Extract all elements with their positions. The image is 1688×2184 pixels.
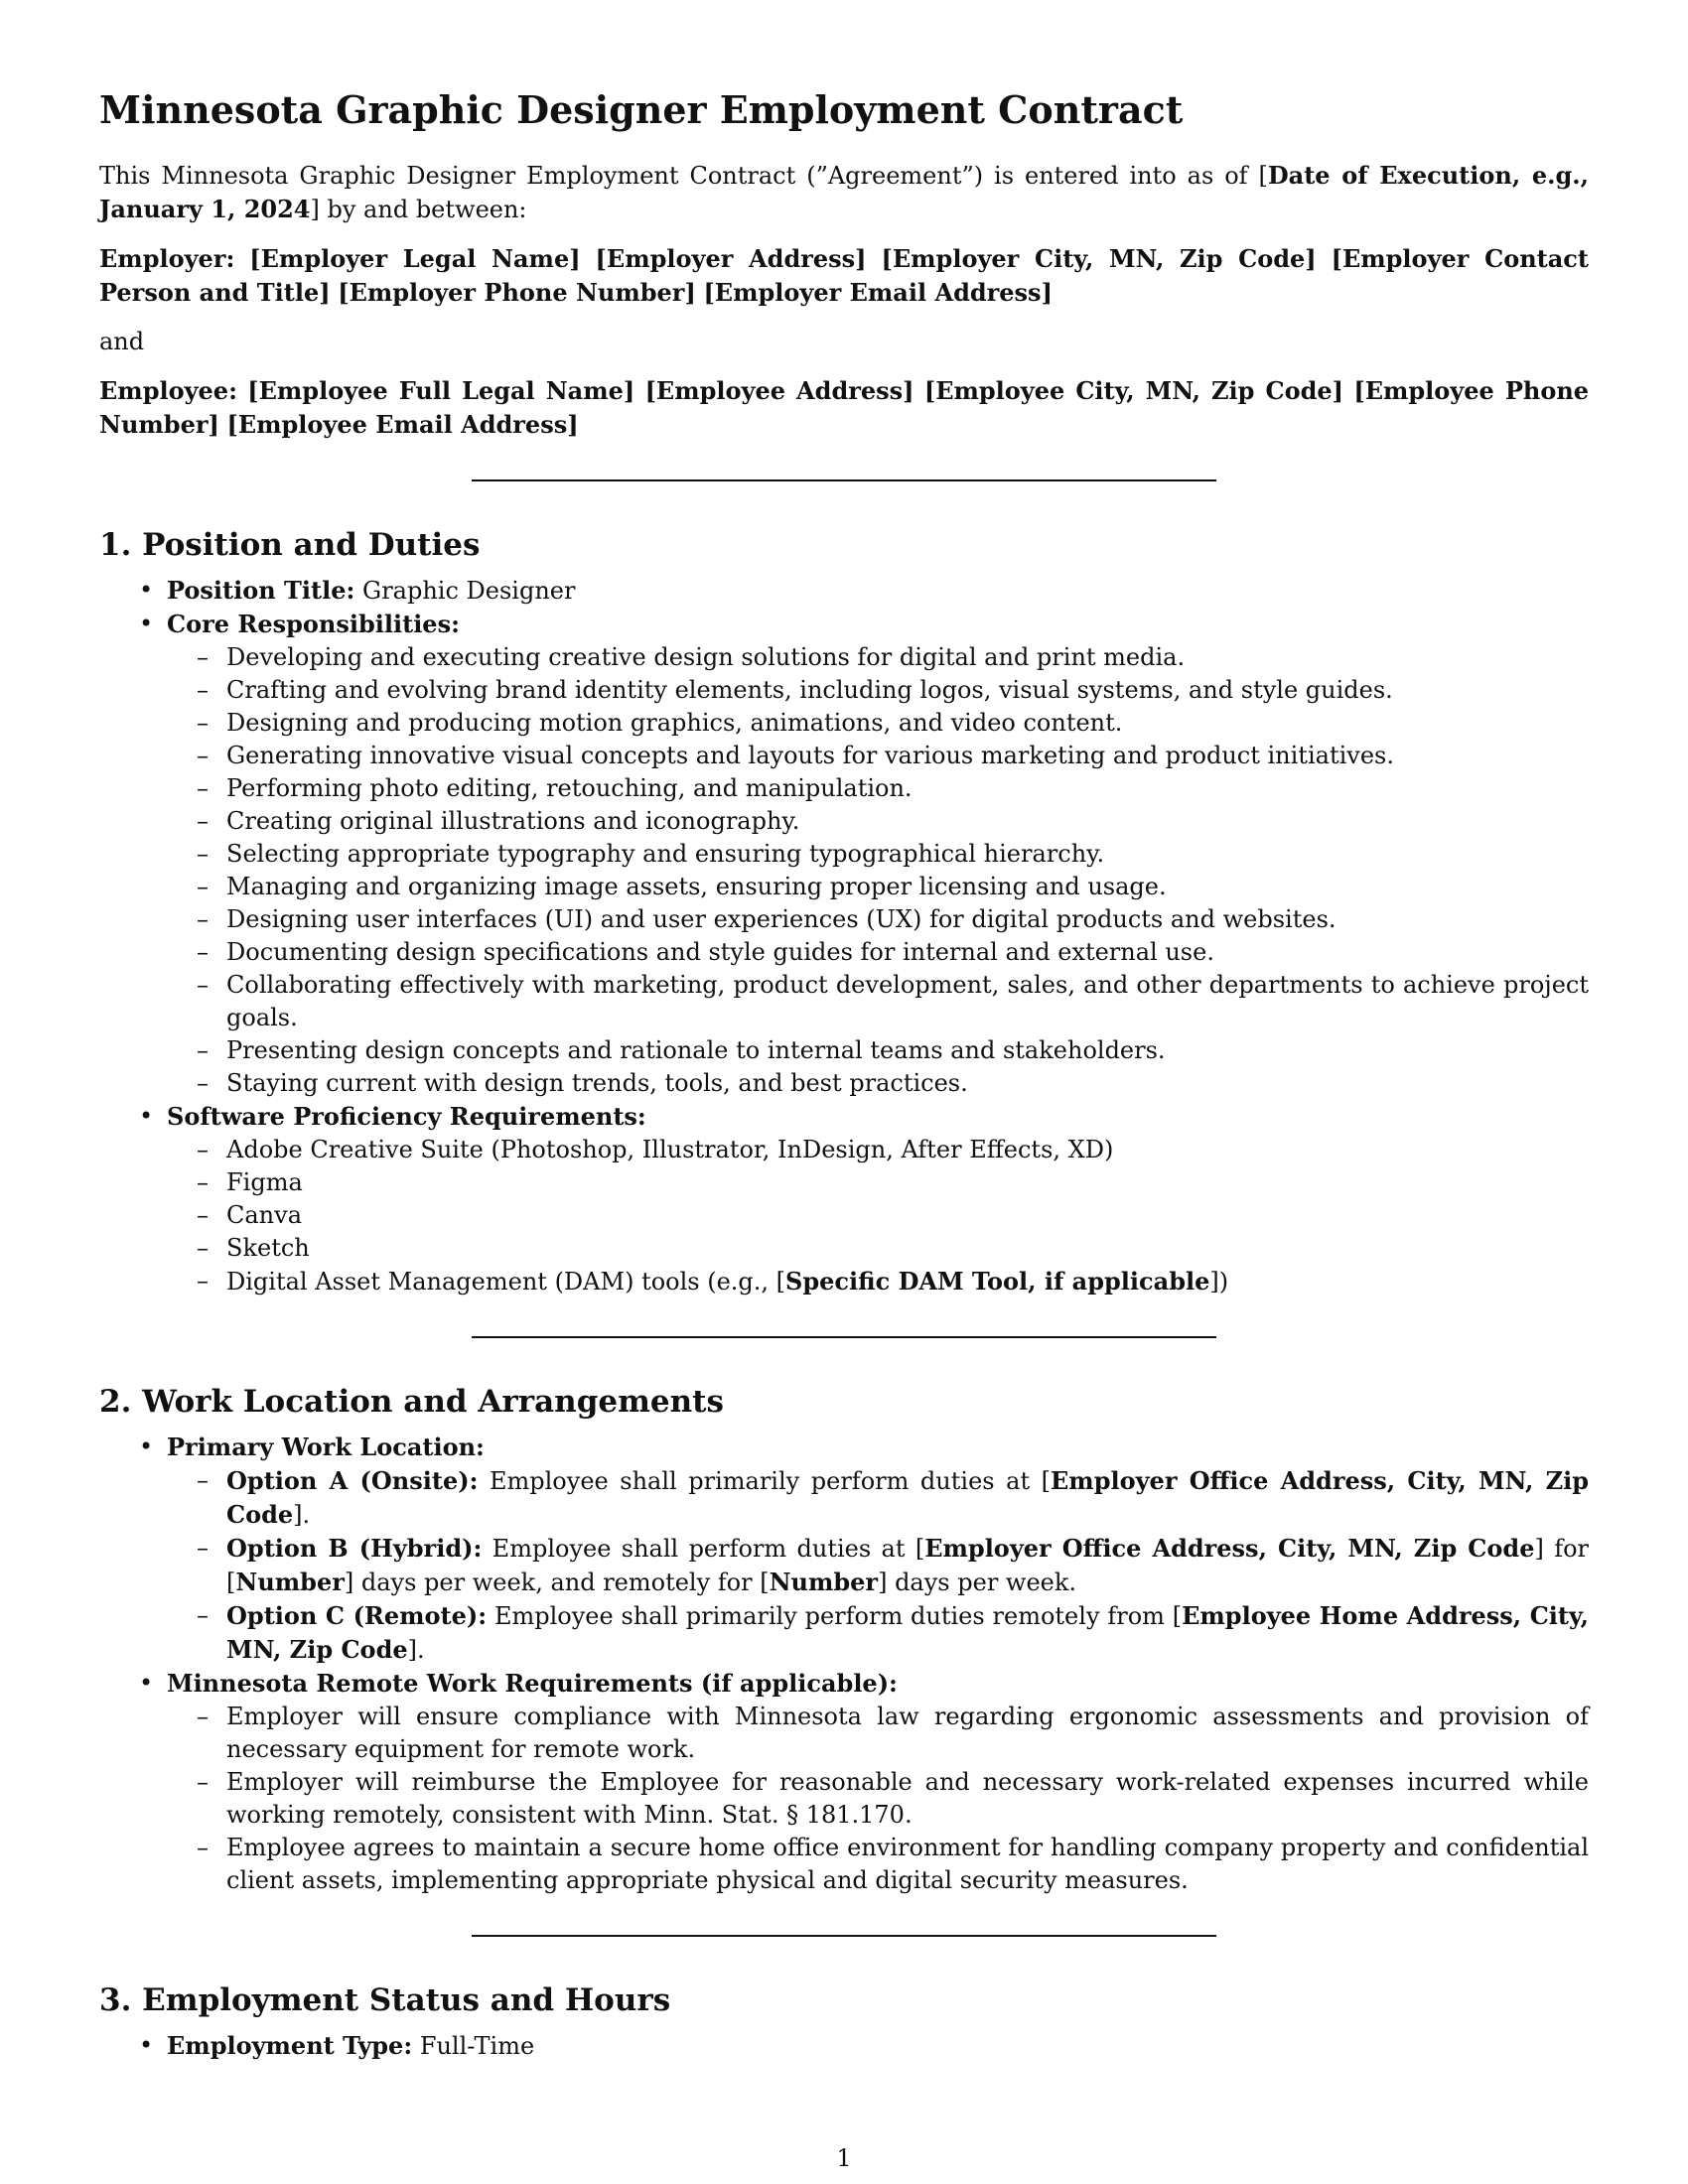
- list-item: – Option A (Onsite): Employee shall primarily perform duties at [Employer Office Address, City, MN, Zip Code].: [226, 1464, 1589, 1532]
- software-list: [167, 1134, 1589, 1298]
- employee-address: [Employee Address]: [644, 375, 914, 405]
- list-item: – Designing user interfaces (UI) and user experiences (UX) for digital products and websites.: [226, 903, 1589, 936]
- list-item: – Canva: [226, 1199, 1589, 1232]
- employer-contact: [Employer Contact Person and Title]: [99, 243, 1590, 307]
- position-duties-list: [99, 574, 1589, 1298]
- document-page: [99, 87, 1589, 2063]
- employee-label: Employee:: [99, 375, 237, 405]
- section-heading-employment-status: 3. Employment Status and Hours: [99, 1981, 671, 2018]
- page-number: 1: [836, 2144, 852, 2172]
- list-item: • Position Title: Graphic Designer: [167, 574, 1589, 608]
- employer-label: Employer:: [99, 243, 235, 273]
- list-item: • Employment Type: Full-Time: [167, 2029, 1589, 2063]
- list-item: • Minnesota Remote Work Requirements (if applicable): – Employer will ensure compliance with Minnesota law regarding ergonomic assessments and provision of necessary equipment for remote work. – Employer will reimburse the Employee for reasonable and necessary work-related expenses incurred while working remotely, consistent with Minn. Stat. § 181.170. – Employee agrees to maintain a secure home office environment for handling company property and confidential client assets, implementing appropriate physical and digital security measures.: [167, 1667, 1589, 1897]
- list-item: – Developing and executing creative design solutions for digital and print media.: [226, 641, 1589, 674]
- list-item: – Sketch: [226, 1232, 1589, 1265]
- employer-address: [Employer Address]: [595, 243, 867, 273]
- intro-paragraph: This Minnesota Graphic Designer Employment Contract (”Agreement”) is entered into as of [Date of Execution, e.g., January 1, 2024] by and between:: [99, 160, 1589, 223]
- employer-block: [99, 242, 1589, 310]
- section-heading-position-duties: 1. Position and Duties: [99, 526, 481, 563]
- list-item: – Performing photo editing, retouching, and manipulation.: [226, 772, 1589, 805]
- list-item: – Presenting design concepts and rationale to internal teams and stakeholders.: [226, 1034, 1589, 1067]
- list-item: – Employer will ensure compliance with Minnesota law regarding ergonomic assessments and provision of necessary equipment for remote work.: [226, 1701, 1589, 1766]
- list-item: • Software Proficiency Requirements: – Adobe Creative Suite (Photoshop, Illustrator, InDesign, After Effects, XD) – Figma – Canva – Sketch – Digital Asset Management (DAM) tools (e.g., [Specific DAM Tool, if applicable]): [167, 1100, 1589, 1298]
- core-responsibilities-list: [167, 641, 1589, 1100]
- document-title: Minnesota Graphic Designer Employment Contract: [99, 87, 1184, 132]
- remote-requirements-list: [167, 1701, 1589, 1897]
- list-item: – Selecting appropriate typography and ensuring typographical hierarchy.: [226, 838, 1589, 871]
- list-item: – Creating original illustrations and iconography.: [226, 805, 1589, 838]
- location-options-list: [167, 1464, 1589, 1667]
- list-item: – Collaborating effectively with marketing, product development, sales, and other departments to achieve project goals.: [226, 969, 1589, 1034]
- list-item: – Designing and producing motion graphics, animations, and video content.: [226, 707, 1589, 740]
- section-divider: [472, 1336, 1216, 1338]
- employer-legal-name: [Employer Legal Name]: [249, 243, 581, 273]
- employee-block: [99, 374, 1589, 442]
- employment-status-list: [99, 2029, 1589, 2063]
- work-location-list: [99, 1431, 1589, 1897]
- list-item: – Staying current with design trends, tools, and best practices.: [226, 1067, 1589, 1100]
- employer-email: [Employer Email Address]: [703, 277, 1053, 307]
- section-heading-work-location: 2. Work Location and Arrangements: [99, 1383, 724, 1420]
- list-item: • Core Responsibilities: – Developing and executing creative design solutions for digital and print media. – Crafting and evolving brand identity elements, including logos, visual systems, and style guides. – Designing and producing motion graphics, animations, and video content. – Generating innovative visual concepts and layouts for various marketing and product initiatives. – Performing photo editing, retouching, and manipulation. – Creating original illustrations and iconography. – Selecting appropriate typography and ensuring typographical hierarchy. – Managing and organizing image assets, ensuring proper licensing and usage. – Designing user interfaces (UI) and user experiences (UX) for digital products and websites. – Documenting design specifications and style guides for internal and external use. – Collaborating effectively with marketing, product development, sales, and other departments to achieve project goals. – Presenting design concepts and rationale to internal teams and stakeholders. – Staying current with design trends, tools, and best practices.: [167, 608, 1589, 1100]
- list-item: – Crafting and evolving brand identity elements, including logos, visual systems, and style guides.: [226, 674, 1589, 707]
- employee-legal-name: [Employee Full Legal Name]: [247, 375, 635, 405]
- employer-city: [Employer City, MN, Zip Code]: [881, 243, 1317, 273]
- list-item: – Managing and organizing image assets, ensuring proper licensing and usage.: [226, 871, 1589, 903]
- list-item: – Option B (Hybrid): Employee shall perform duties at [Employer Office Address, City, MN, Zip Code] for [Number] days per week, and remotely for [Number] days per week.: [226, 1532, 1589, 1599]
- employee-city: [Employee City, MN, Zip Code]: [923, 375, 1344, 405]
- list-item: – Figma: [226, 1166, 1589, 1199]
- and-text: and: [99, 327, 145, 355]
- list-item: – Generating innovative visual concepts and layouts for various marketing and product initiatives.: [226, 740, 1589, 772]
- employee-phone: [Employee Phone Number]: [99, 375, 1590, 439]
- execution-date-placeholder: Date of Execution, e.g., January 1, 2024: [99, 160, 1589, 223]
- list-item: – Employee agrees to maintain a secure home office environment for handling company property and confidential client assets, implementing appropriate physical and digital security measures.: [226, 1832, 1589, 1897]
- list-item: • Primary Work Location: – Option A (Onsite): Employee shall primarily perform duties at [Employer Office Address, City, MN, Zip Code]. – Option B (Hybrid): Employee shall perform duties at [Employer Office Address, City, MN, Zip Code] for [Number] days per week, and remotely for [Number] days per week. – Option C (Remote): Employee shall primarily perform duties remotely from [Employee Home Address, City, MN, Zip Code].: [167, 1431, 1589, 1667]
- section-divider: [472, 1935, 1216, 1937]
- section-divider: [472, 479, 1216, 481]
- list-item: – Option C (Remote): Employee shall primarily perform duties remotely from [Employee Home Address, City, MN, Zip Code].: [226, 1599, 1589, 1667]
- employer-phone: [Employer Phone Number]: [338, 277, 696, 307]
- list-item: – Adobe Creative Suite (Photoshop, Illustrator, InDesign, After Effects, XD): [226, 1134, 1589, 1166]
- employee-email: [Employee Email Address]: [226, 409, 579, 439]
- list-item: – Employer will reimburse the Employee for reasonable and necessary work-related expenses incurred while working remotely, consistent with Minn. Stat. § 181.170.: [226, 1766, 1589, 1832]
- list-item: – Digital Asset Management (DAM) tools (e.g., [Specific DAM Tool, if applicable]): [226, 1265, 1589, 1298]
- list-item: – Documenting design specifications and style guides for internal and external use.: [226, 936, 1589, 969]
